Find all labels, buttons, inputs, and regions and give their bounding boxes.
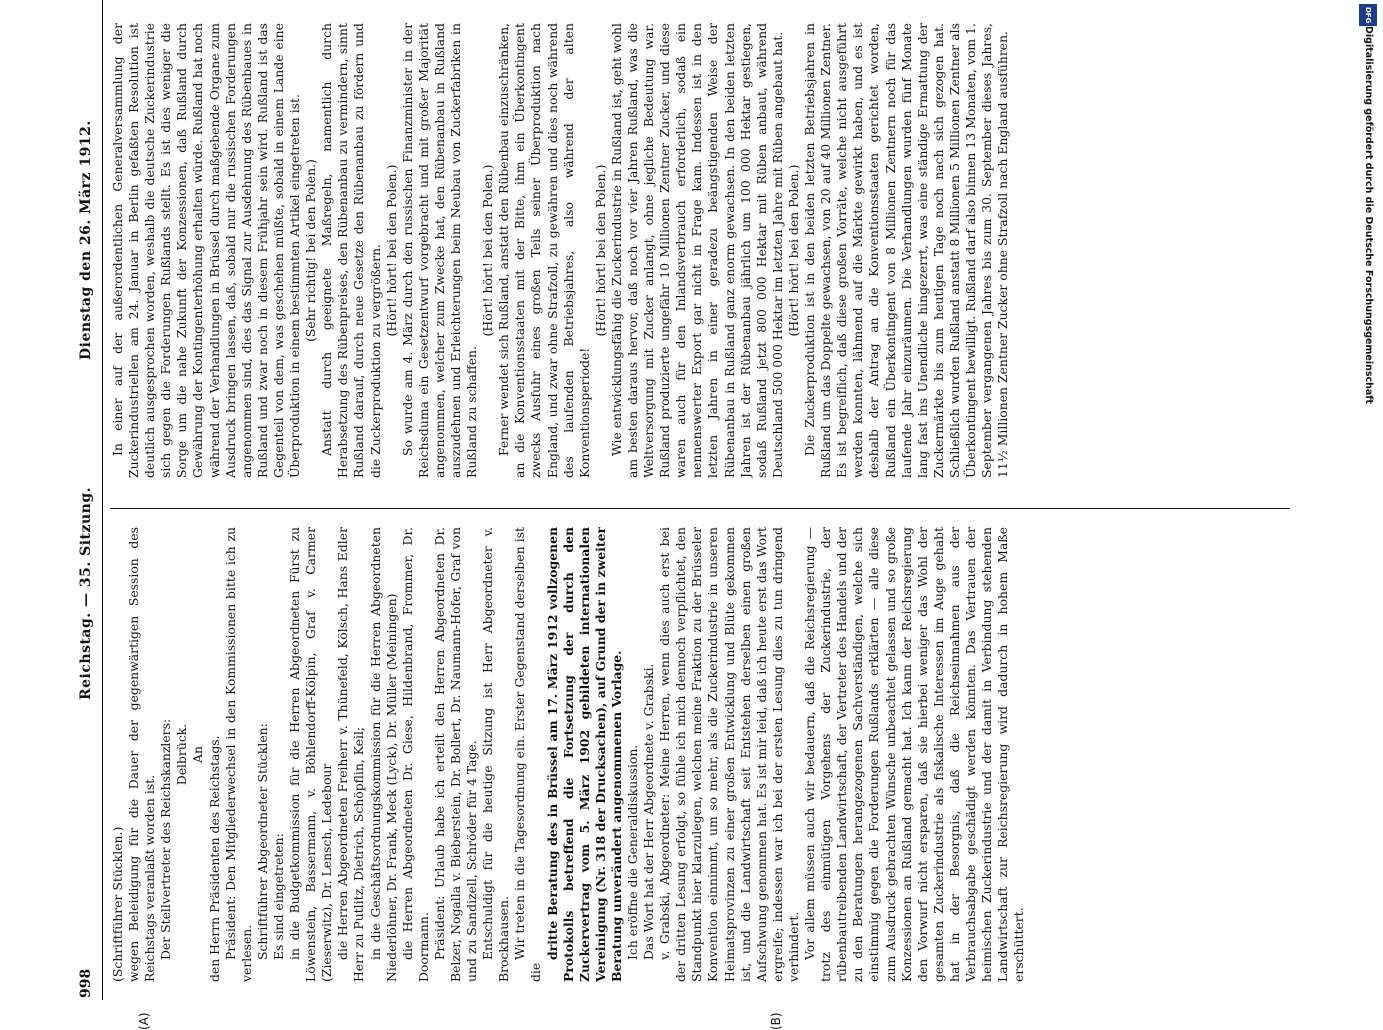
left-column: [110, 527, 1300, 982]
paragraph: (Schriftführer Stücklen.): [110, 826, 125, 982]
paragraph: Es sind eingetreten:: [270, 833, 286, 960]
paragraph: Präsident: Den Mitgliederwechsel in den Kommissionen bitte ich zu verlesen.: [222, 527, 254, 982]
paragraph: (Hört! hört! bei den Polen.): [480, 164, 496, 337]
paragraph: Delbrück.: [174, 723, 190, 786]
document-page: [40, 0, 1340, 1030]
digitization-credit-text: Digitalisierung gefördert durch die Deutsche Forschungsgemeinschaft: [1363, 26, 1374, 404]
paragraph: Vor allem müssen auch wir bedauern, daß die Reichsregierung — trotz des einmütigen Vorgehens der Zuckerindustrie, der rübenbautreibenden Landwirtschaft, der Vertreter des Handels und der zu den Beratungen herangezogenen Sachverständigen, welche sich einstimmig gegen die Forderungen Rußlands erklärten — alle diese zum Ausdruck gebrachten Wünsche unbeachtet gelassen und so große Konzessionen an Rußland gemacht hat. Ich kann der Reichsregierung den Vorwurf nicht ersparen, daß sie hierbei weniger das Wohl der gesamten Zuckerindustrie als fiskalische Interessen im Auge gehabt hat in der Besorgnis, daß die Reichseinnahmen aus der Verbrauchsabgabe geschädigt werden könnten. Das Vertrauen der heimischen Zuckerindustrie und der damit in Verbindung stehenden Landwirtschaft zur Reichsregierung wird dadurch in hohem Maße erschüttert.: [802, 527, 1027, 982]
paragraph: (Hört! hört! bei den Polen.): [785, 164, 801, 337]
paragraph: So wurde am 4. März durch den russischen Finanzminister in der Reichsduma ein Gesetzentwurf vorgebracht und mit großer Majorität angenommen, welcher zum Zwecke hat, den Rübenanbau in Rußland auszudehnen und Erleichterungen beim Neubau von Zuckerfabriken in Rußland zu schaffen.: [399, 23, 480, 478]
paragraph: Das Wort hat der Herr Abgeordnete v. Grabski.: [641, 663, 657, 960]
paragraph: In einer auf der außerordentlichen Generalversammlung der Zuckerindustriellen am 24. Januar in Berlin gefaßten Resolution ist deutlich ausgesprochen worden, weshalb die deutsche Zuckerindustrie sich gegen die Forderungen Rußlands stellt. Es ist dies weniger die Sorge um die nahe Zukunft der Konzessionen, daß Rußland durch Gewährung der Kontingenterhöhung erhalten würde. Rußland hat noch während der Verhandlungen in Brüssel durch maßgebende Organe zum Ausdruck bringen lassen, daß, sobald nur die russischen Forderungen angenommen sind, dies das Signal zur Ausdehnung des Rübenbaues in Rußland und zwar noch in diesem Frühjahr sein wird. Rußland ist das Gegenteil von dem, was geschehen müßte, sobald in einem Lande eine Überproduktion in einem bestimmten Artikel eingetreten ist.: [110, 23, 303, 478]
left-running-title: Reichstag. — 35. Sitzung.: [78, 487, 94, 700]
paragraph: Der Stellvertreter des Reichskanzlers:: [158, 718, 174, 960]
paragraph: (Sehr richtig! bei den Polen.): [303, 159, 319, 342]
digitization-credit: [1357, 0, 1379, 1000]
paragraph: die Herren Abgeordneten Dr. Giese, Hildenbrand, Frommer, Dr. Doormann.: [399, 527, 431, 982]
paragraph: Wir treten in die Tagesordnung ein. Erster Gegenstand derselben ist die: [512, 527, 544, 982]
right-column: [110, 23, 1300, 478]
paragraph: Ferner wendet sich Rußland, anstatt den Rübenbau einzuschränken, an die Konventionsstaaten mit der Bitte, ihm ein Überkontingent zwecks Ausfuhr eines großen Teils seiner Überproduktion nach England, und zwar ohne Strafzoll, zu gewähren und dies noch während des laufenden Betriebsjahres, also während der alten Konventionsperiode!: [496, 23, 592, 478]
paragraph: in die Budgetkommission für die Herren Abgeordneten Fürst zu Löwenstein, Bassermann, v. Böhlendorff-Kölpin, Graf v. Carmer (Zieserwitz), Dr. Lensch, Ledebour: [287, 527, 335, 982]
paragraph: Ich eröffne die Generaldiskussion.: [625, 744, 640, 960]
paragraph: (Hört! hört! bei den Polen.): [592, 164, 608, 337]
paragraph: (Hört! hört! bei den Polen.): [383, 164, 399, 337]
paragraph: Wie entwicklungsfähig die Zuckerindustrie in Rußland ist, geht wohl am besten daraus hervor, daß noch vor vier Jahren Rußland, was die Weltversorgung mit Zucker anlangt, ohne jegliche Bedeutung war. Rußland produzierte ungefähr 10 Millionen Zentner Zucker, und diese waren auch für den Inlandsverbrauch erforderlich, sodaß ein nennenswerter Export gar nicht in Frage kam. Indessen ist in den letzten Jahren in einer geradezu beängstigenden Weise der Rübenanbau in Rußland ganz enorm gewachsen. In den beiden letzten Jahren ist der Rübenanbau jährlich um 100 000 Hektar gestiegen, sodaß Rußland jetzt 800 000 Hektar mit Rüben anbaut, während Deutschland 500 000 Hektar im letzten Jahre mit Rüben angebaut hat.: [608, 23, 785, 478]
paragraph: dritte Beratung des in Brüssel am 17. März 1912 vollzogenen Protokolls betreffend die Fortsetzung der durch den Zuckervertrag vom 5. März 1902 gebildeten internationalen Vereinigung (Nr. 318 der Drucksachen), auf Grund der in zweiter Beratung unverändert angenommenen Vorlage.: [544, 527, 624, 982]
margin-mark-b: (B): [769, 1012, 783, 1030]
paragraph: v. Grabski, Abgeordneter: Meine Herren, wenn dies auch erst bei der dritten Lesung erfolgt, so fühle ich mich dennoch verpflichtet, den Standpunkt hier klarzulegen, welchen meine Fraktion zu der Brüsseler Konvention einnimmt, um so mehr, als die Zuckerindustrie in unseren Heimatsprovinzen zu einer großen Entwicklung und Blüte gekommen ist, und die Landwirtschaft seit Entstehen derselben einen großen Aufschwung genommen hat. Es ist mir leid, daß ich heute erst das Wort ergreife; indessen war ich bei der ersten Lesung dies zu tun dringend verhindert.: [657, 527, 801, 982]
paragraph: die Herren Abgeordneten Freiherr v. Thünefeld, Kölsch, Hans Edler Herr zu Putlitz, Dietrich, Schöpflin, Keil;: [335, 527, 367, 982]
paragraph: An: [190, 746, 206, 763]
paragraph: Anstatt durch geeignete Maßregeln, namentlich durch Herabsetzung des Rübenpreises, den Rübenanbau zu vermindern, sinnt Rußland darauf, durch neue Gesetze den Rübenanbau zu fördern und die Zuckerproduktion zu vergrößern.: [319, 23, 383, 478]
header-rule: [102, 0, 103, 1000]
column-divider: [110, 508, 1290, 509]
right-running-title: Dienstag den 26. März 1912.: [78, 120, 94, 360]
paragraph: Die Zuckerproduktion ist in den beiden letzten Betriebsjahren in Rußland um das Doppelte gewachsen, von 20 auf 40 Millionen Zentner. Es ist begreiflich, daß diese großen Vorräte, welche nicht ausgeführt werden konnten, lähmend auf die Märkte gewirkt haben, und es ist deshalb der Antrag an die Konventionsstaaten gerichtet worden, Rußland ein Überkontingent von 8 Millionen Zentnern noch für das laufende Jahr einzuräumen. Die Verhandlungen wurden fünf Monate lang fast ins Unendliche hingezerrt, was eine ständige Ermattung der Zuckermärkte bis zum heutigen Tage noch nach sich gezogen hat. Schließlich wurden Rußland anstatt 8 Millionen 5 Millionen Zentner als Überkontingent bewilligt. Rußland darf also binnen 13 Monaten, vom 1. September vergangenen Jahres bis zum 30. September dieses Jahres, 11½ Millionen Zentner Zucker ohne Strafzoll nach England ausführen.: [802, 23, 1011, 478]
paragraph: Entschuldigt für die heutige Sitzung ist Herr Abgeordneter v. Brockhausen.: [480, 527, 512, 982]
margin-mark-a: (A): [137, 1012, 151, 1030]
paragraph: den Herrn Präsidenten des Reichstags.: [206, 735, 222, 982]
paragraph: Präsident: Urlaub habe ich erteilt den Herren Abgeordneten Dr. Belzer, Nogalla v. Bieberstein, Dr. Bollert, Dr. Naumann-Hofer, Graf von und zu Sandizell, Schröder für 4 Tage.: [431, 527, 480, 982]
page-number: 998: [78, 968, 94, 998]
dfg-logo: DFG: [1359, 4, 1377, 26]
page-header: [78, 0, 102, 1000]
paragraph: in die Geschäftsordnungskommission für die Herren Abgeordneten Niederlöhner, Dr. Frank, Meck (Lyck), Dr. Müller (Meiningen): [367, 527, 399, 982]
paragraph: Schriftführer Abgeordneter Stücklen:: [254, 723, 270, 960]
paragraph: wegen Beleidigung für die Dauer der gegenwärtigen Session des Reichstags veranlaßt worden ist.: [126, 527, 158, 982]
